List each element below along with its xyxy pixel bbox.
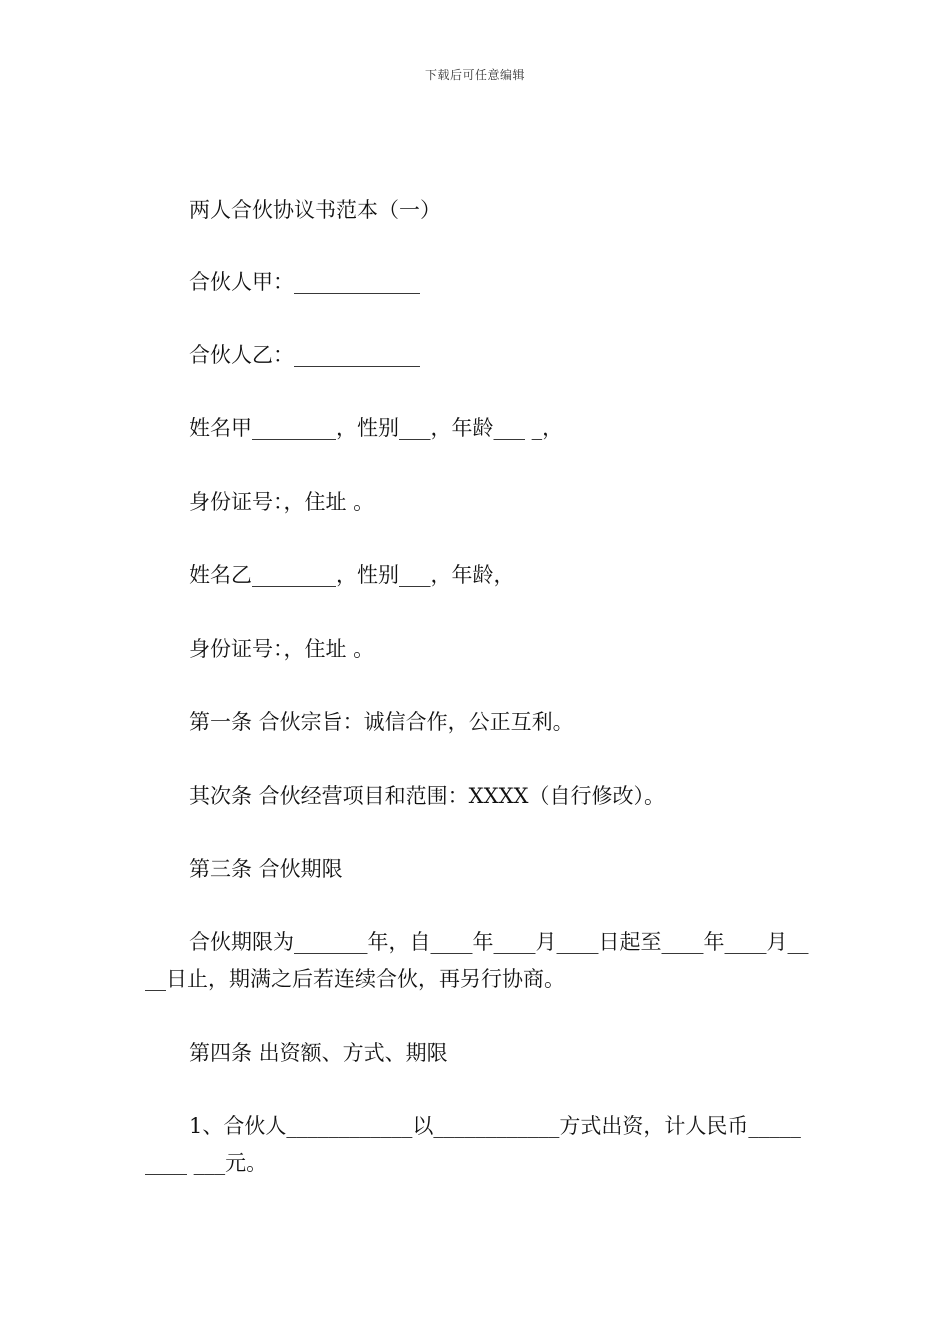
- id-address-b-line: 身份证号：，住址 。: [189, 637, 375, 661]
- partner-a-line: 合伙人甲：____________: [189, 270, 420, 294]
- id-address-a-line: 身份证号：，住址 。: [189, 490, 375, 514]
- article-1: 第一条 合伙宗旨：诚信合作，公正互利。: [189, 710, 574, 734]
- article-3-heading: 第三条 合伙期限: [189, 857, 343, 881]
- document-title: 两人合伙协议书范本（一）: [189, 198, 441, 222]
- article-4-heading: 第四条 出资额、方式、期限: [189, 1041, 448, 1065]
- name-a-line: 姓名甲________，性别___，年龄___ _，: [189, 416, 564, 440]
- contribution-paragraph: 1、合伙人____________以____________方式出资，计人民币_________ ___元。: [145, 1114, 801, 1175]
- term-paragraph: 合伙期限为_______年，自____年____月____日起至____年____月____日止，期满之后若连续合伙，再另行协商。: [145, 930, 809, 991]
- article-2: 其次条 合伙经营项目和范围：XXXX（自行修改）。: [189, 784, 665, 808]
- name-b-line: 姓名乙________，性别___，年龄，: [189, 563, 515, 587]
- page-header-note: 下载后可任意编辑: [424, 68, 525, 82]
- partner-b-line: 合伙人乙：____________: [189, 343, 420, 367]
